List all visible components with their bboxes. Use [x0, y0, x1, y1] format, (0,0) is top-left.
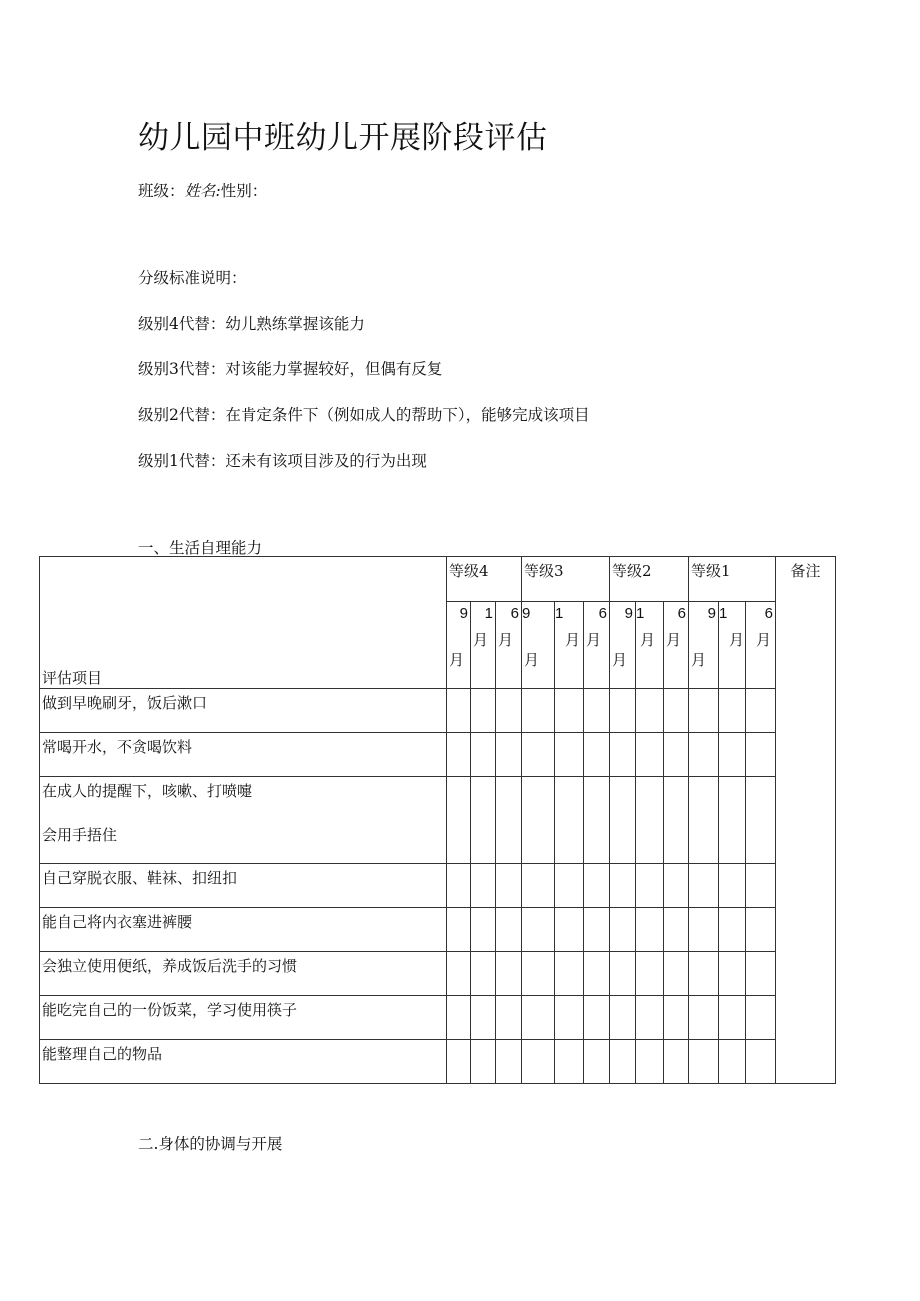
table-row: [40, 952, 836, 996]
remarks-header: 备注: [776, 557, 836, 1084]
table-row: [40, 1040, 836, 1084]
table-row: [40, 777, 836, 864]
month-6-cell: 6 月: [496, 602, 522, 689]
table-row: [40, 908, 836, 952]
month-6-cell: 6 月: [746, 602, 776, 689]
eval-item: 能整理自己的物品: [40, 1040, 447, 1084]
month-1-cell: 1 月: [636, 602, 664, 689]
month-6-cell: 6 月: [664, 602, 689, 689]
table-row: [40, 996, 836, 1040]
month-1-cell: 1 月: [555, 602, 584, 689]
month-1-cell: 1 月: [719, 602, 746, 689]
month-1-cell: 1 月: [471, 602, 496, 689]
eval-item-header: 评估项目: [42, 669, 103, 687]
eval-item-header-cell: [40, 557, 447, 689]
eval-item: 会独立使用便纸，养成饭后洗手的习惯: [40, 952, 447, 996]
month-9-cell: 9 月: [610, 602, 636, 689]
section-1-heading: 一、生活自理能力: [138, 539, 263, 557]
month-9-cell: 9 月: [447, 602, 471, 689]
eval-item: 在成人的提醒下，咳嗽、打喷嚏 会用手捂住: [40, 777, 447, 864]
month-9-cell: 9 月: [689, 602, 719, 689]
grading-level-3: 级别3代替：对该能力掌握较好，但偶有反复: [138, 360, 443, 378]
eval-item: 自己穿脱衣服、鞋袜、扣纽扣: [40, 864, 447, 908]
grading-level-2: 级别2代替：在肯定条件下（例如成人的帮助下），能够完成该项目: [138, 406, 590, 424]
assessment-table: [39, 556, 836, 1084]
eval-item: 常喝开水，不贪喝饮料: [40, 733, 447, 777]
table-row: [40, 689, 836, 733]
eval-item: 做到早晚刷牙，饭后漱口: [40, 689, 447, 733]
section-2-heading: 二.身体的协调与开展: [138, 1135, 283, 1153]
month-6-cell: 6 月: [584, 602, 610, 689]
table-row: [40, 733, 836, 777]
page-title: 幼儿园中班幼儿开展阶段评估: [138, 120, 548, 156]
level-2-header: 等级2: [610, 557, 689, 602]
eval-item: 能自己将内衣塞进裤腰: [40, 908, 447, 952]
name-label: 姓名:: [184, 182, 221, 200]
grading-level-4: 级别4代替：幼儿熟练掌握该能力: [138, 315, 365, 333]
grading-level-1: 级别1代替：还未有该项目涉及的行为出现: [138, 452, 427, 470]
grading-heading: 分级标准说明：: [138, 269, 247, 287]
level-4-header: 等级4: [447, 557, 522, 602]
eval-item: 能吃完自己的一份饭菜，学习使用筷子: [40, 996, 447, 1040]
level-3-header: 等级3: [522, 557, 610, 602]
month-9-cell: 9 月: [522, 602, 555, 689]
gender-label: 性别：: [220, 182, 268, 200]
table-row: [40, 864, 836, 908]
student-info-line: [138, 179, 267, 201]
class-label: 班级：: [138, 182, 185, 200]
level-1-header: 等级1: [689, 557, 776, 602]
